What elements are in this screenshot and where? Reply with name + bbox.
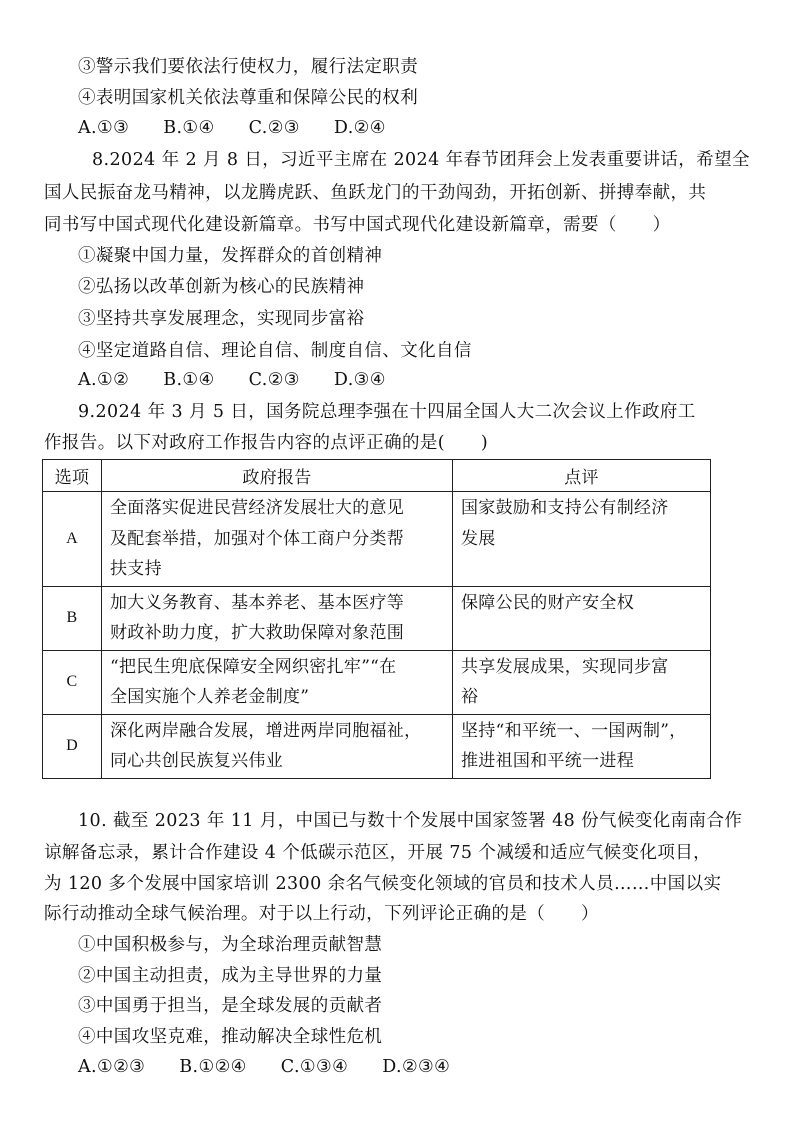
q9-row-c-report-line: 全国实施个人养老金制度”	[110, 687, 310, 707]
q8-choice-d: D.③④	[333, 370, 386, 390]
q7-item-4: ④表明国家机关依法尊重和保障公民的权利	[78, 88, 419, 108]
q10-stem-line-4: 际行动推动全球气候治理。对于以上行动，下列评论正确的是（ ）	[44, 904, 599, 924]
q8-item-4: ④坚定道路自信、理论自信、制度自信、文化自信	[78, 341, 472, 361]
q7-choice-c: C.②③	[248, 118, 300, 138]
q8-stem-line-3: 同书写中国式现代化建设新篇章。书写中国式现代化建设新篇章，需要（ ）	[44, 215, 671, 235]
q8-choice-c: C.②③	[248, 370, 300, 390]
q9-row-b-report	[102, 586, 453, 650]
q10-choices	[78, 1053, 484, 1081]
q10-item-4: ④中国攻坚克难，推动解决全球性危机	[78, 1027, 383, 1047]
q9-table-header-row	[43, 460, 711, 492]
q9-row-a-report	[102, 492, 453, 587]
q9-stem-line-1: 9.2024 年 3 月 5 日，国务院总理李强在十四届全国人大二次会议上作政府工	[78, 402, 696, 422]
q9-row-a-comment-line: 国家鼓励和支持公有制经济	[461, 498, 669, 518]
q10-choice-a: A.①②③	[78, 1057, 146, 1077]
q9-row-a-report-line: 及配套举措，加强对个体工商户分类帮	[110, 528, 405, 549]
q10-stem-line-3: 为 120 多个发展中国家培训 2300 余名气候变化领域的官员和技术人员……中国以实	[44, 874, 722, 894]
q9-row-c-option: C	[43, 650, 102, 714]
q9-header-comment: 点评	[453, 460, 711, 492]
q10-choice-b: B.①②④	[179, 1057, 247, 1077]
q7-choice-b: B.①④	[163, 118, 215, 138]
q9-row-c-comment	[453, 650, 711, 714]
q8-stem-line-1: 8.2024 年 2 月 8 日，习近平主席在 2024 年春节团拜会上发表重要讲话，希望全	[92, 150, 750, 170]
q9-table-row	[43, 714, 711, 778]
q8-item-2: ②弘扬以改革创新为核心的民族精神	[78, 277, 365, 297]
q9-row-d-report-line: 深化两岸融合发展，增进两岸同胞福祉，	[110, 720, 422, 741]
q9-row-d-report	[102, 714, 453, 778]
q9-row-b-comment	[453, 586, 711, 650]
q9-row-a-comment-line: 发展	[461, 528, 496, 549]
q8-item-1: ①凝聚中国力量，发挥群众的首创精神	[78, 246, 383, 266]
q9-row-b-option: B	[43, 586, 102, 650]
q7-choice-a: A.①③	[78, 118, 130, 138]
q9-row-c-comment-line: 裕	[461, 687, 479, 707]
q7-item-3: ③警示我们要依法行使权力，履行法定职责	[78, 57, 419, 77]
q10-item-2: ②中国主动担责，成为主导世界的力量	[78, 966, 383, 986]
q9-row-a-report-line: 扶支持	[110, 559, 162, 579]
q7-choice-d: D.②④	[333, 118, 386, 138]
q9-row-a-comment	[453, 492, 711, 587]
q9-row-b-report-line: 财政补助力度，扩大救助保障对象范围	[110, 623, 405, 643]
q9-table-row	[43, 492, 711, 587]
q9-row-b-report-line: 加大义务教育、基本养老、基本医疗等	[110, 592, 405, 613]
q10-stem-line-2: 谅解备忘录，累计合作建设 4 个低碳示范区，开展 75 个减缓和适应气候变化项目，	[44, 843, 712, 863]
q8-stem-line-2: 国人民振奋龙马精神，以龙腾虎跃、鱼跃龙门的干劲闯劲，开拓创新、拼搏奉献，共	[44, 183, 707, 203]
q9-row-d-report-line: 同心共创民族复兴伟业	[110, 751, 283, 771]
q9-table	[42, 459, 711, 779]
q9-row-d-comment-line: 坚持“和平统一、一国两制”，	[461, 720, 687, 741]
q9-row-d-option: D	[43, 714, 102, 778]
q10-stem-line-1: 10. 截至 2023 年 11 月，中国已与数十个发展中国家签署 48 份气候变化南南合作	[78, 811, 743, 831]
q10-item-3: ③中国勇于担当，是全球发展的贡献者	[78, 996, 383, 1016]
q10-choice-c: C.①③④	[280, 1057, 349, 1077]
q9-row-c-report-line: “把民生兜底保障安全网织密扎牢”“在	[110, 656, 397, 677]
q9-row-b-comment-line: 保障公民的财产安全权	[461, 592, 634, 613]
q9-header-report: 政府报告	[102, 460, 453, 492]
q8-choices	[78, 366, 420, 394]
q9-row-d-comment	[453, 714, 711, 778]
q8-choice-a: A.①②	[78, 370, 130, 390]
q9-row-a-report-line: 全面落实促进民营经济发展壮大的意见	[110, 498, 405, 518]
q7-choices	[78, 114, 420, 142]
q9-table-row	[43, 586, 711, 650]
q9-row-a-option: A	[43, 492, 102, 587]
q9-row-c-report	[102, 650, 453, 714]
q9-row-d-comment-line: 推进祖国和平统一进程	[461, 751, 634, 771]
q8-item-3: ③坚持共享发展理念，实现同步富裕	[78, 309, 365, 329]
q9-header-option: 选项	[43, 460, 102, 492]
q9-stem-line-2: 作报告。以下对政府工作报告内容的点评正确的是( )	[44, 433, 489, 453]
q9-table-row	[43, 650, 711, 714]
q8-choice-b: B.①④	[163, 370, 215, 390]
q9-row-c-comment-line: 共享发展成果，实现同步富	[461, 656, 669, 677]
q10-item-1: ①中国积极参与，为全球治理贡献智慧	[78, 935, 383, 955]
q10-choice-d: D.②③④	[382, 1057, 451, 1077]
